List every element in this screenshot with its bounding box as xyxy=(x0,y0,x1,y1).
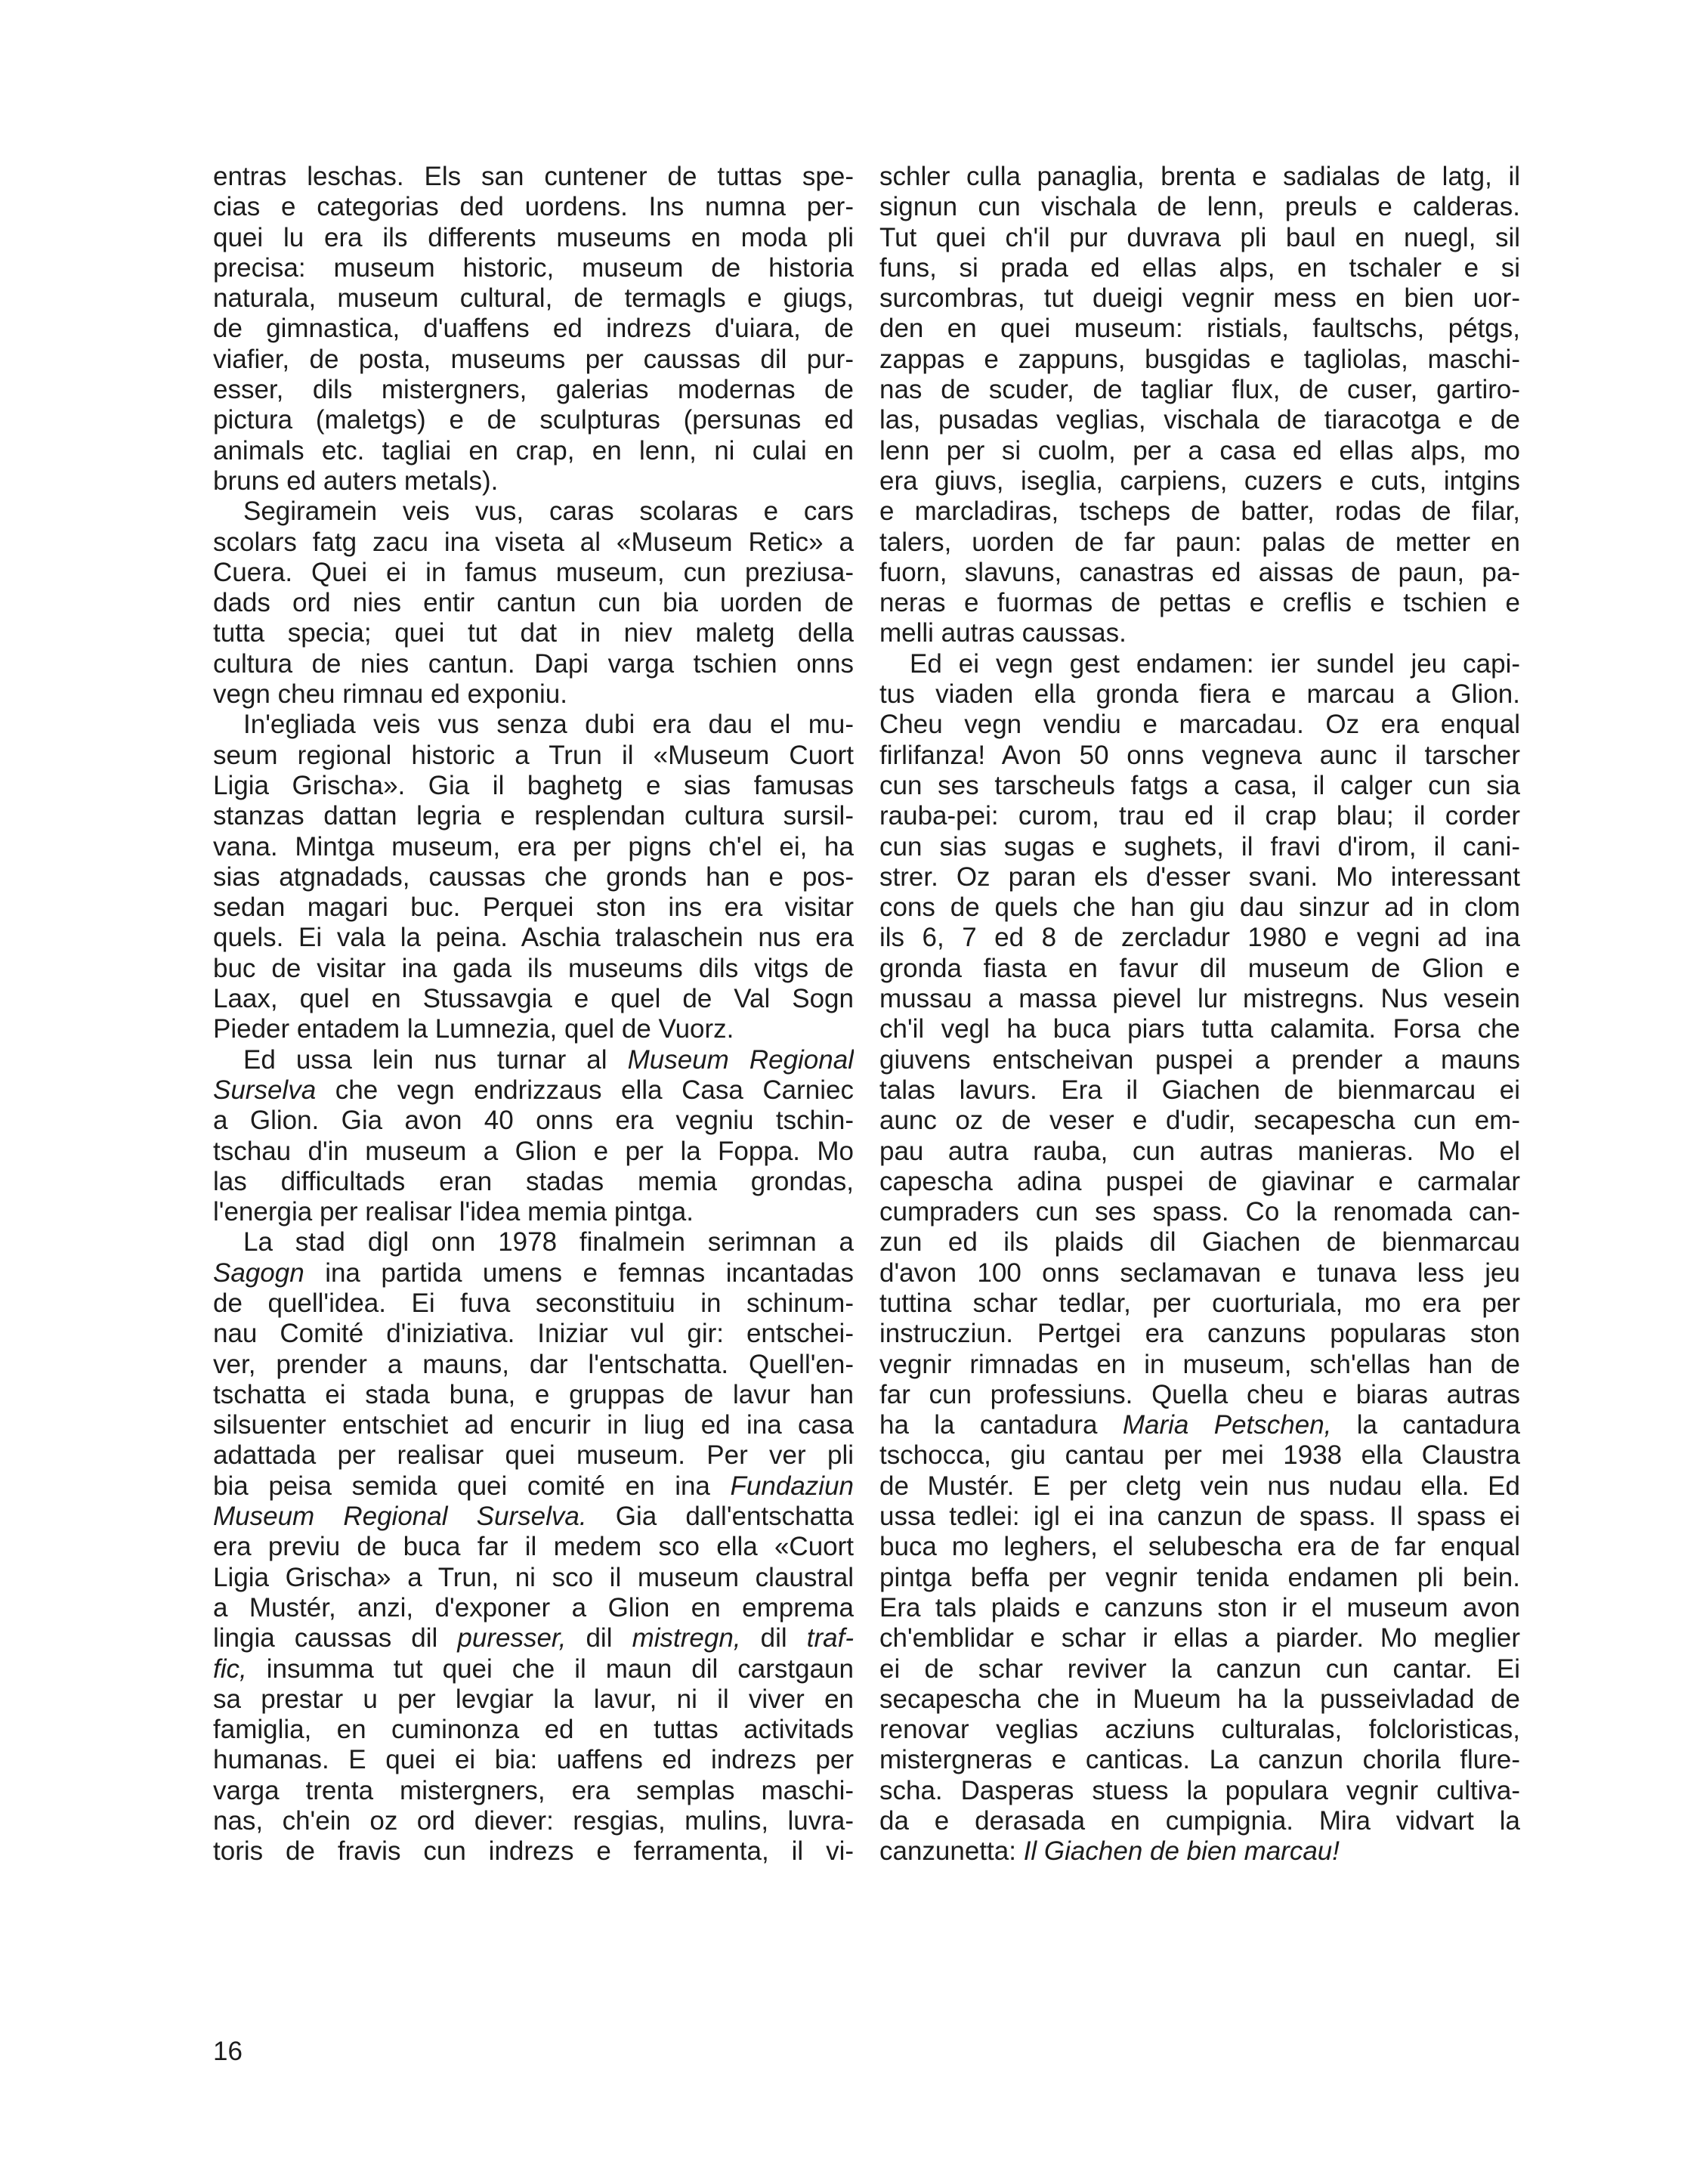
text-line: den en quei museum: ristials, faultschs, pétgs, xyxy=(879,314,1520,344)
text-line: Laax, quel en Stussavgia e quel de Val Sogn xyxy=(213,984,854,1014)
text-line: adattada per realisar quei museum. Per ver pli xyxy=(213,1440,854,1471)
text-line: zappas e zappuns, busgidas e tagliolas, maschi- xyxy=(879,344,1520,374)
text-line: varga trenta mistergners, era semplas maschi- xyxy=(213,1775,854,1805)
text-line: cias e categorias ded uordens. Ins numna per- xyxy=(213,192,854,222)
text-line xyxy=(879,1836,1520,1867)
text-line: melli autras caussas. xyxy=(879,618,1127,648)
text-line: mistergneras e canticas. La canzun chorila flure- xyxy=(879,1745,1520,1775)
left-text-column xyxy=(213,162,854,1867)
text-line xyxy=(213,1502,854,1532)
text-line: cun sias sugas e sughets, il fravi d'irom, il cani- xyxy=(879,831,1520,862)
text-line: sa prestar u per levgiar la lavur, ni il viver en xyxy=(213,1684,854,1714)
text-line: Tut quei ch'il pur duvrava pli baul en nuegl, sil xyxy=(879,222,1520,252)
text-line: sias atgnadads, caussas che gronds han e pos- xyxy=(213,862,854,892)
text-line: ch'emblidar e schar ir ellas a piarder. Mo meglier xyxy=(879,1623,1520,1653)
text-line: cumpraders cun ses spass. Co la renomada can- xyxy=(879,1197,1520,1227)
text-line: d'avon 100 onns seclamavan e tunava less jeu xyxy=(879,1258,1520,1288)
text-line: tus viaden ella gronda fiera e marcau a Glion. xyxy=(879,679,1520,710)
text-line: Cheu vegn vendiu e marcadau. Oz era enqual xyxy=(879,710,1520,740)
text-line: era giuvs, iseglia, carpiens, cuzers e cuts, intgins xyxy=(879,466,1520,496)
text-line: las, pusadas veglias, vischala de tiaracotga e de xyxy=(879,405,1520,435)
text-line xyxy=(213,1623,854,1653)
text-line: surcombras, tut dueigi vegnir mess en bien uor- xyxy=(879,283,1520,314)
text-line: pictura (maletgs) e de sculpturas (persunas ed xyxy=(213,405,854,435)
text-line: ver, prender a mauns, dar l'entschatta. Quell'en- xyxy=(213,1349,854,1379)
text-line xyxy=(213,1654,854,1684)
text-line: tutta specia; quei tut dat in niev maletg della xyxy=(213,618,854,648)
text-line: rauba-pei: curom, trau ed il crap blau; il corder xyxy=(879,801,1520,831)
text-line: Pieder entadem la Lumnezia, quel de Vuorz. xyxy=(213,1014,734,1044)
text-line xyxy=(213,1471,854,1502)
italic-term: mistregn, xyxy=(632,1623,741,1653)
text-run: insumma tut quei che il maun dil carstgaun xyxy=(266,1653,854,1684)
text-line: entras leschas. Els san cuntener de tuttas spe- xyxy=(213,162,854,191)
text-line: secapescha che in Mueum ha la pusseivladad de xyxy=(879,1684,1520,1714)
text-line: mussau a massa pievel lur mistregns. Nus vesein xyxy=(879,984,1520,1014)
text-line: a Glion. Gia avon 40 onns era vegniu tschin- xyxy=(213,1106,854,1136)
text-line: zun ed ils plaids dil Giachen de bienmarcau xyxy=(879,1227,1520,1258)
text-line: vegn cheu rimnau ed exponiu. xyxy=(213,679,567,710)
text-line: strer. Oz paran els d'esser svani. Mo interessant xyxy=(879,862,1520,892)
text-line: Segiramein veis vus, caras scolaras e cars xyxy=(243,497,854,527)
text-line: l'energia per realisar l'idea memia pintga. xyxy=(213,1197,694,1227)
text-line: famiglia, en cuminonza ed en tuttas activitads xyxy=(213,1715,854,1745)
text-line: tschau d'in museum a Glion e per la Foppa. Mo xyxy=(213,1136,854,1166)
text-line: seum regional historic a Trun il «Museum Cuort xyxy=(213,740,854,770)
text-line: naturala, museum cultural, de termagls e giugs, xyxy=(213,283,854,314)
text-line: las difficultads eran stadas memia grondas, xyxy=(213,1166,854,1196)
text-line: giuvens entscheivan puspei a prender a mauns xyxy=(879,1044,1520,1075)
text-line: capescha adina puspei de giavinar e carmalar xyxy=(879,1166,1520,1196)
text-line: buc de visitar ina gada ils museums dils vitgs de xyxy=(213,953,854,983)
text-run: bia peisa semida quei comité en ina xyxy=(213,1471,710,1501)
text-line: de gimnastica, d'uaffens ed indrezs d'uiara, de xyxy=(213,314,854,344)
text-line: schler culla panaglia, brenta e sadialas de latg, il xyxy=(879,162,1520,191)
text-line: scha. Dasperas stuess la populara vegnir cultiva- xyxy=(879,1775,1520,1805)
text-line: fuorn, slavuns, canastras ed aissas de paun, pa- xyxy=(879,557,1520,587)
page-number: 16 xyxy=(213,2037,243,2066)
text-line: lenn per si cuolm, per a casa ed ellas alps, mo xyxy=(879,435,1520,466)
italic-title: Museum Regional xyxy=(627,1044,854,1075)
text-line: pau autra rauba, cun autras manieras. Mo el xyxy=(879,1136,1520,1166)
text-line: far cun professiuns. Quella cheu e biaras autras xyxy=(879,1379,1520,1409)
text-line: cun ses tarscheuls fatgs a casa, il calger cun sia xyxy=(879,770,1520,800)
italic-title: Surselva xyxy=(213,1075,317,1105)
text-line: de Mustér. E per cletg vein nus nudau ella. Ed xyxy=(879,1471,1520,1501)
text-line: tschatta ei stada buna, e gruppas de lavur han xyxy=(213,1379,854,1409)
text-line xyxy=(879,1410,1520,1440)
text-run: Gia dall'entschatta xyxy=(615,1502,854,1532)
text-line: precisa: museum historic, museum de historia xyxy=(213,252,854,283)
text-line: tuttina schar tedlar, per cuorturiala, mo era per xyxy=(879,1288,1520,1318)
text-line: nas de scuder, de tagliar flux, de cuser, gartiro- xyxy=(879,375,1520,405)
text-run: che vegn endrizzaus ella Casa Carniec xyxy=(335,1075,854,1105)
italic-person: Maria Petschen, xyxy=(1122,1410,1332,1440)
text-line: humanas. E quei ei bia: uaffens ed indrezs per xyxy=(213,1745,854,1775)
text-line: silsuenter entschiet ad encurir in liug ed ina casa xyxy=(213,1410,854,1440)
text-run: la cantadura xyxy=(1356,1410,1520,1440)
text-line: da e derasada en cumpignia. Mira vidvart la xyxy=(879,1806,1520,1836)
text-line: vana. Mintga museum, era per pigns ch'el ei, ha xyxy=(213,831,854,862)
text-line: sedan magari buc. Perquei ston ins era visitar xyxy=(213,892,854,923)
text-line: viafier, de posta, museums per caussas dil pur- xyxy=(213,344,854,374)
text-line: Ligia Grischa». Gia il baghetg e sias famusas xyxy=(213,770,854,800)
text-line: In'egliada veis vus senza dubi era dau el mu- xyxy=(243,710,854,740)
text-line: funs, si prada ed ellas alps, en tschaler e si xyxy=(879,252,1520,283)
text-line: talas lavurs. Era il Giachen de bienmarcau ei xyxy=(879,1075,1520,1105)
italic-place: Sagogn xyxy=(213,1258,304,1288)
text-line: dads ord nies entir cantun cun bia uorden de xyxy=(213,588,854,618)
text-line: era previu de buca far il medem sco ella «Cuort xyxy=(213,1532,854,1562)
text-line: de quell'idea. Ei fuva seconstituiu in schinum- xyxy=(213,1288,854,1318)
text-run: canzunetta: xyxy=(879,1836,1016,1867)
text-run: dil xyxy=(760,1623,787,1653)
italic-title: Fundaziun xyxy=(730,1471,854,1501)
text-line: quels. Ei vala la peina. Aschia tralaschein nus era xyxy=(213,923,854,953)
text-line: esser, dils mistergners, galerias modernas de xyxy=(213,375,854,405)
text-line: pintga beffa per vegnir tenida endamen pli bein. xyxy=(879,1562,1520,1592)
text-line: Cuera. Quei ei in famus museum, cun preziusa- xyxy=(213,557,854,587)
text-line: a Mustér, anzi, d'exponer a Glion en emprema xyxy=(213,1592,854,1623)
text-line: instrucziun. Pertgei era canzuns popularas ston xyxy=(879,1319,1520,1349)
right-text-column xyxy=(879,162,1520,1867)
text-line: Ligia Grischa» a Trun, ni sco il museum claustral xyxy=(213,1562,854,1592)
text-line: animals etc. tagliai en crap, en lenn, ni culai en xyxy=(213,435,854,466)
text-line: ils 6, 7 ed 8 de zercladur 1980 e vegni ad ina xyxy=(879,923,1520,953)
text-line: gronda fiasta en favur dil museum de Glion e xyxy=(879,953,1520,983)
text-line: Ed ei vegn gest endamen: ier sundel jeu capi- xyxy=(910,648,1520,679)
text-line: cultura de nies cantun. Dapi varga tschien onns xyxy=(213,648,854,679)
text-line: talers, uorden de far paun: palas de metter en xyxy=(879,527,1520,557)
text-line: ei de schar reviver la canzun cun cantar. Ei xyxy=(879,1653,1520,1684)
text-line: neras e fuormas de pettas e creflis e tschien e xyxy=(879,588,1520,618)
text-run: Ed ussa lein nus turnar al xyxy=(243,1044,607,1075)
text-run: dil xyxy=(586,1623,613,1653)
text-line: ussa tedlei: igl ei ina canzun de spass. Il spass ei xyxy=(879,1502,1520,1532)
text-line: nas, ch'ein oz ord diever: resgias, mulins, luvra- xyxy=(213,1806,854,1836)
text-run: lingia caussas dil xyxy=(213,1623,438,1653)
text-line: signun cun vischala de lenn, preuls e calderas. xyxy=(879,192,1520,222)
text-run: ha la cantadura xyxy=(879,1410,1098,1440)
italic-term: puresser, xyxy=(457,1623,567,1653)
text-line: scolars fatg zacu ina viseta al «Museum Retic» a xyxy=(213,527,854,557)
text-line: Era tals plaids e canzuns ston ir el museum avon xyxy=(879,1592,1520,1623)
italic-term: fic, xyxy=(213,1653,247,1684)
text-line: nau Comité d'iniziativa. Iniziar vul gir: entschei- xyxy=(213,1319,854,1349)
text-line: ch'il vegl ha buca piars tutta calamita. Forsa che xyxy=(879,1014,1520,1044)
text-run: ina partida umens e femnas incantadas xyxy=(325,1258,854,1288)
italic-song-title: Il Giachen de bien marcau! xyxy=(1023,1836,1340,1867)
text-line xyxy=(213,1045,854,1075)
text-line xyxy=(213,1258,854,1288)
text-line xyxy=(213,1075,854,1106)
text-line: renovar veglias acziuns culturalas, folcloristicas, xyxy=(879,1715,1520,1745)
italic-title: Museum Regional Surselva. xyxy=(213,1502,587,1532)
text-line: stanzas dattan legria e resplendan cultura sursil- xyxy=(213,801,854,831)
text-line: vegnir rimnadas en in museum, sch'ellas han de xyxy=(879,1349,1520,1379)
text-line: aunc oz de veser e d'udir, secapescha cun em- xyxy=(879,1106,1520,1136)
text-line: e marcladiras, tscheps de batter, rodas de filar, xyxy=(879,497,1520,527)
italic-term: traf- xyxy=(806,1623,854,1653)
text-line: quei lu era ils differents museums en moda pli xyxy=(213,222,854,252)
text-line: firlifanza! Avon 50 onns vegneva aunc il tarscher xyxy=(879,740,1520,770)
text-line: La stad digl onn 1978 finalmein serimnan a xyxy=(243,1227,854,1258)
text-line: buca mo leghers, el selubescha era de far enqual xyxy=(879,1532,1520,1562)
text-line: bruns ed auters metals). xyxy=(213,466,499,496)
text-line: cons de quels che han giu dau sinzur ad in clom xyxy=(879,892,1520,923)
text-line: toris de fravis cun indrezs e ferramenta, il vi- xyxy=(213,1836,854,1867)
text-line: tschocca, giu cantau per mei 1938 ella Claustra xyxy=(879,1440,1520,1471)
